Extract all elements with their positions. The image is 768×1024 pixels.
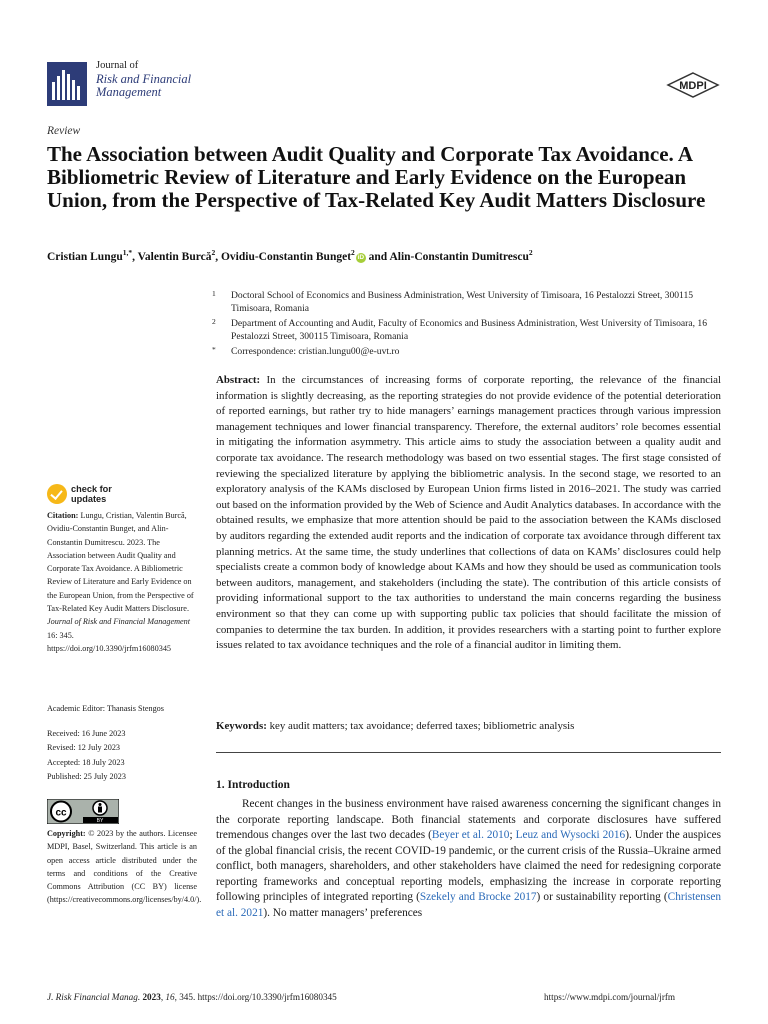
author-affiliation-mark: 2 bbox=[211, 248, 216, 257]
citation-label: Citation: bbox=[47, 511, 79, 520]
affiliation-item bbox=[212, 345, 727, 358]
affiliation-text: Doctoral School of Economics and Business Administration, West University of Timisoara, 16 Pestalozzi Street, 300115 Timisoara, Romania bbox=[231, 290, 694, 315]
author-list bbox=[47, 248, 737, 263]
check-updates-line1: check for bbox=[71, 484, 112, 494]
abstract-label: Abstract: bbox=[216, 374, 261, 386]
citation-text: Lungu, Cristian, Valentin Burcă, Ovidiu-Constantin Bunget, and Alin-Constantin Dumitrescu. 2023. The Association between Audit Quality and Corporate Tax Avoidance. A Bibliometric Review of Literature and Early Evidence on the European Union, from the Perspective of Tax-Related Key Audit Matters Disclosure. bbox=[47, 511, 194, 614]
author-separator: , bbox=[132, 250, 138, 263]
author-name: Ovidiu-Constantin Bunget bbox=[220, 250, 352, 263]
citation-link[interactable]: Beyer et al. 2010 bbox=[431, 829, 510, 841]
article-type: Review bbox=[47, 125, 81, 137]
publication-dates bbox=[47, 727, 207, 785]
citation-link[interactable]: Szekely and Brocke 2017 bbox=[419, 891, 537, 903]
author-name: Valentin Burcă bbox=[137, 250, 212, 263]
journal-prefix: Journal of bbox=[96, 60, 139, 71]
affiliation-text: Correspondence: cristian.lungu00@e-uvt.ro bbox=[231, 345, 400, 357]
publication-date: Published: 25 July 2023 bbox=[47, 772, 126, 782]
abstract bbox=[216, 373, 721, 654]
citation-block bbox=[47, 509, 197, 655]
author-affiliation-mark: 2 bbox=[351, 248, 355, 257]
affiliation-mark: * bbox=[212, 344, 216, 354]
citation-link[interactable]: Christensen et al. 2021 bbox=[216, 891, 721, 919]
citation-link[interactable]: Leuz and Wysocki 2016 bbox=[515, 829, 626, 841]
introduction-paragraph bbox=[216, 797, 721, 921]
body-text: Recent changes in the business environment have raised awareness concerning the significant changes in the corporate reporting landscape. Both financial statements and corporate disclosures have suffered tremendous changes over the last two decades ( bbox=[216, 798, 721, 841]
footer-year: 2023 bbox=[142, 992, 161, 1002]
orcid-icon[interactable]: iD bbox=[357, 253, 365, 261]
check-updates-line2: updates bbox=[71, 494, 107, 504]
author-name: Alin-Constantin Dumitrescu bbox=[389, 250, 529, 263]
affiliations bbox=[212, 289, 727, 359]
mdpi-logo-icon bbox=[666, 72, 720, 98]
cc-badge-label: BY bbox=[96, 818, 104, 824]
affiliation-mark: 1 bbox=[212, 289, 216, 298]
publication-date: Received: 16 June 2023 bbox=[47, 729, 126, 738]
publication-date: Accepted: 18 July 2023 bbox=[47, 757, 125, 767]
citation-journal: Journal of Risk and Financial Management bbox=[47, 617, 191, 627]
footer-journal-abbrev: J. Risk Financial Manag. bbox=[47, 992, 141, 1002]
author-separator: , bbox=[215, 250, 221, 263]
author-name: Cristian Lungu bbox=[47, 250, 123, 263]
section-divider bbox=[216, 752, 721, 753]
author-separator: and bbox=[365, 250, 390, 263]
author-affiliation-mark: 1,* bbox=[122, 248, 133, 257]
copyright-label: Copyright: bbox=[47, 829, 86, 838]
keywords-label: Keywords: bbox=[216, 720, 267, 732]
body-text: ). No matter managers’ preferences bbox=[263, 906, 423, 919]
journal-name-line2: Management bbox=[96, 85, 162, 99]
footer-volume: 16 bbox=[165, 992, 175, 1002]
svg-text:cc: cc bbox=[55, 807, 67, 819]
journal-name bbox=[96, 60, 191, 100]
check-for-updates-button[interactable] bbox=[47, 483, 127, 505]
affiliation-item bbox=[212, 289, 727, 316]
footer-citation: J. Risk Financial Manag. 2023, 16, 345. https://doi.org/10.3390/jrfm16080345 bbox=[47, 992, 337, 1002]
section-heading: 1. Introduction bbox=[216, 779, 290, 791]
body-text: ; bbox=[509, 829, 516, 841]
footer-journal-url[interactable]: https://www.mdpi.com/journal/jrfm bbox=[544, 992, 676, 1002]
affiliation-text: Department of Accounting and Audit, Faculty of Economics and Business Administration, West University of Timisoara, 16 Pestalozzi Street, 300115 Timisoara, Romania bbox=[231, 317, 708, 343]
affiliation-mark: 2 bbox=[212, 316, 216, 326]
footer-doi: , 345. https://doi.org/10.3390/jrfm16080345 bbox=[174, 992, 337, 1002]
keywords-text: key audit matters; tax avoidance; deferred taxes; bibliometric analysis bbox=[269, 720, 575, 732]
academic-editor: Academic Editor: Thanasis Stengos bbox=[47, 704, 164, 713]
check-for-updates-text bbox=[71, 484, 112, 504]
journal-name-line1: Risk and Financial bbox=[96, 71, 192, 86]
journal-logo-icon bbox=[47, 62, 87, 106]
copyright-notice bbox=[47, 827, 202, 907]
copyright-text: © 2023 by the authors. Licensee MDPI, Basel, Switzerland. This article is an open access article distributed under the terms and conditions of the Creative Commons Attribution (CC BY) license (https://creativecommons.org/licenses/by/4.0/). bbox=[47, 829, 202, 905]
affiliation-item bbox=[212, 317, 727, 344]
citation-tail: 16: 345. https://doi.org/10.3390/jrfm16080345 bbox=[47, 630, 172, 653]
cc-by-license-icon[interactable] bbox=[47, 799, 119, 824]
article-title: The Association between Audit Quality and Corporate Tax Avoidance. A Bibliometric Review of Literature and Early Evidence on the European Union, from the Perspective of Tax-Related Key Audit Matters Disclosure bbox=[47, 142, 706, 213]
abstract-text: In the circumstances of increasing forms of corporate reporting, the relevance of the financial information is slightly decreasing, as the reporting strategies do not provide evidence of the potential deterioration of reported earnings, but rather try to hide managers’ earnings management practices through various impression management techniques and lower financial transparency. Therefore, the external auditors’ role becomes essential in mitigating the information asymmetry. This article aims to study the association between a quality audit and corporate tax avoidance. The research methodology was based on two essential stages. The first stage consisted of reviewing the specialized literature by applying the bibliometric analysis. In the second stage, we resorted to an exploratory analysis of the KAMs disclosed by European Union firms listed in 2016–2021. The study was carried out based on the information provided by the Web of Science and Audit Analytics databases. In accordance with the obtained results, we emphasize that more attention should be paid to the association between the KAMs disclosed by auditors regarding the extended audit reports and the indication of corporate tax avoidance through different tax planning metrics. At the same time, the study underlines that collections of data on KAMs’ disclosures could help specialists create a common body of knowledge about KAMs and how they should be used as communication tools between auditors, management, and stakeholders (including the state). The contribution of this article consists of providing informational support to the tax authorities to understand the main concerns regarding the business environment so that they can come up with supporting public tax policies that should facilitate the mission of companies to determine the tax burden. In addition, it provides researchers with a starting point to further explore issues related to tax avoidance techniques and the role of a financial auditor in limiting them. bbox=[216, 374, 721, 652]
publisher-name: MDPI bbox=[679, 80, 707, 92]
publication-date: Revised: 12 July 2023 bbox=[47, 743, 121, 753]
check-icon bbox=[47, 484, 67, 504]
author-affiliation-mark: 2 bbox=[528, 248, 533, 257]
keywords bbox=[216, 719, 721, 734]
body-text: ) or sustainability reporting ( bbox=[536, 891, 668, 903]
body-text: ). Under the auspices of the global financial crisis, the recent COVID-19 pandemic, or the current crisis of the Russia–Ukraine armed conflict, both managers, shareholders, and other stakeholders have claimed the need for redesigning corporate reporting frameworks and conceptual reporting models, emphasizing the increase in corporate reporting following principles of integrated reporting ( bbox=[216, 829, 721, 903]
